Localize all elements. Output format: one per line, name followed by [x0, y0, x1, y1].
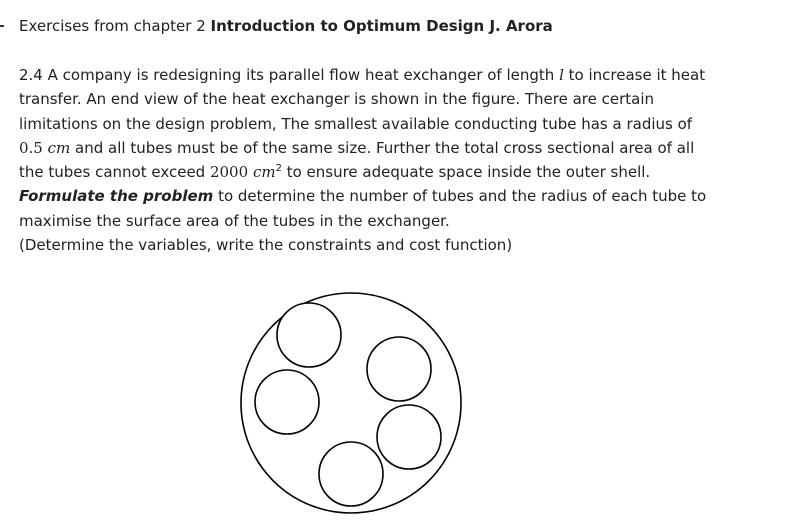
min-radius-value: 0.5	[19, 138, 43, 157]
problem-line-4	[19, 136, 709, 160]
min-radius-unit: cm	[47, 138, 71, 157]
page-header	[19, 16, 553, 36]
tube-lower-right	[377, 405, 441, 469]
problem-text: to increase it heat	[563, 66, 706, 84]
length-symbol: l	[559, 66, 564, 84]
problem-line-8: (Determine the variables, write the constraints and cost function)	[19, 236, 513, 255]
problem-text: and all tubes must be of the same size. Further the total cross sectional area of all	[70, 138, 695, 157]
header-title: Introduction to Optimum Design J. Arora	[210, 17, 553, 35]
problem-line-5	[19, 160, 709, 184]
max-area-value: 2000	[209, 163, 249, 182]
problem-line-3: limitations on the design problem, The smallest available conducting tube has a radius of	[19, 114, 693, 133]
header-prefix: Exercises from chapter 2	[19, 17, 211, 35]
tube-bottom	[319, 442, 383, 506]
problem-text: 2.4 A company is redesigning its parallel flow heat exchanger of length	[19, 66, 560, 84]
formulate-emphasis: Formulate the problem	[19, 187, 214, 206]
page-margin-mark	[0, 25, 4, 27]
problem-line-6	[19, 184, 709, 208]
problem-line-2: transfer. An end view of the heat exchanger is shown in the figure. There are certain	[19, 90, 655, 109]
tube-left	[255, 370, 319, 434]
problem-text: to determine the number of tubes and the radius of each tube to	[213, 187, 707, 206]
max-area-unit: cm	[252, 163, 276, 182]
heat-exchanger-end-view	[236, 285, 468, 521]
tube-top	[277, 303, 341, 367]
tube-upper-right	[367, 337, 431, 401]
problem-statement	[19, 63, 709, 257]
problem-text: to ensure adequate space inside the outer shell.	[281, 163, 651, 182]
max-area-exponent: 2	[275, 163, 282, 175]
problem-text: the tubes cannot exceed	[19, 163, 210, 182]
problem-line-7: maximise the surface area of the tubes in the exchanger.	[19, 211, 450, 230]
problem-line-1	[19, 63, 709, 87]
heat-exchanger-figure	[236, 285, 468, 525]
